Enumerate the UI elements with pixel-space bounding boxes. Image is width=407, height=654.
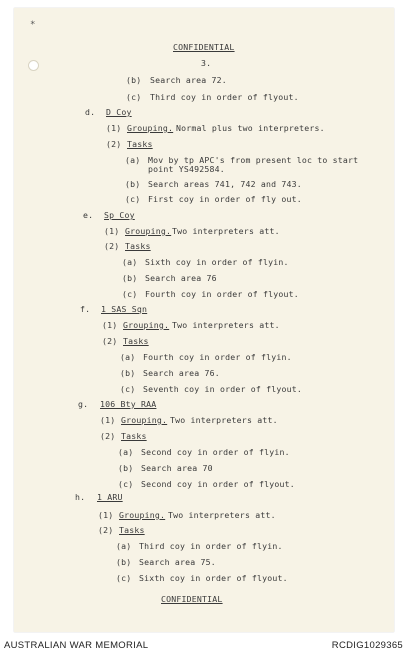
item-text: Sixth coy in order of flyout.: [139, 573, 288, 583]
item-marker: (c): [125, 194, 141, 204]
item-marker: (b): [118, 463, 134, 473]
subsection-text: Two interpreters att.: [168, 510, 276, 520]
section-marker: e.: [83, 210, 94, 220]
item-text: Third coy in order of flyout.: [150, 92, 299, 102]
item-marker: (b): [126, 75, 142, 85]
item-marker: (c): [120, 384, 136, 394]
item-text: Mov by tp APC's from present loc to start: [148, 155, 359, 165]
subsection-heading: Tasks: [127, 139, 153, 149]
subsection-marker: (1): [104, 226, 120, 236]
item-text: Third coy in order of flyin.: [139, 541, 283, 551]
subsection-heading: Grouping.: [125, 226, 172, 236]
item-text: Search areas 741, 742 and 743.: [148, 179, 302, 189]
archive-id: RCDIG1029365: [331, 640, 403, 651]
item-text: point YS492584.: [148, 164, 225, 174]
margin-mark: *: [30, 20, 36, 30]
punch-hole: [28, 60, 39, 71]
subsection-marker: (2): [100, 431, 116, 441]
item-marker: (a): [120, 352, 136, 362]
section-heading: Sp Coy: [104, 210, 135, 220]
item-marker: (a): [125, 155, 141, 165]
archive-credit: AUSTRALIAN WAR MEMORIAL: [4, 640, 149, 651]
item-marker: (b): [116, 557, 132, 567]
subsection-marker: (2): [102, 336, 118, 346]
item-text: Fourth coy in order of flyout.: [145, 289, 299, 299]
item-text: Search area 76: [145, 273, 217, 283]
subsection-heading: Grouping.: [119, 510, 166, 520]
item-text: Second coy in order of flyout.: [141, 479, 295, 489]
item-marker: (b): [125, 179, 141, 189]
section-marker: d.: [85, 107, 96, 117]
subsection-marker: (2): [106, 139, 122, 149]
section-heading: D Coy: [106, 107, 132, 117]
subsection-heading: Tasks: [123, 336, 149, 346]
item-text: Search area 72.: [150, 75, 227, 85]
subsection-marker: (1): [106, 123, 122, 133]
item-text: Search area 70: [141, 463, 213, 473]
subsection-heading: Grouping.: [123, 320, 170, 330]
subsection-heading: Tasks: [121, 431, 147, 441]
item-text: Search area 75.: [139, 557, 216, 567]
item-text: Sixth coy in order of flyin.: [145, 257, 289, 267]
subsection-marker: (1): [100, 415, 116, 425]
subsection-marker: (1): [102, 320, 118, 330]
subsection-heading: Grouping.: [127, 123, 174, 133]
subsection-marker: (2): [104, 241, 120, 251]
item-text: Second coy in order of flyin.: [141, 447, 290, 457]
subsection-text: Two interpreters att.: [172, 320, 280, 330]
page-number: 3.: [201, 58, 212, 68]
item-marker: (a): [122, 257, 138, 267]
item-marker: (b): [120, 368, 136, 378]
section-heading: 106 Bty RAA: [100, 399, 157, 409]
section-marker: h.: [75, 492, 86, 502]
document-page: [14, 8, 394, 632]
subsection-marker: (2): [98, 525, 114, 535]
item-text: Search area 76.: [143, 368, 220, 378]
item-marker: (c): [116, 573, 132, 583]
item-text: First coy in order of fly out.: [148, 194, 302, 204]
subsection-marker: (1): [98, 510, 114, 520]
section-marker: g.: [78, 399, 89, 409]
subsection-text: Two interpreters att.: [172, 226, 280, 236]
header-classification: CONFIDENTIAL: [173, 42, 235, 52]
item-marker: (a): [118, 447, 134, 457]
subsection-heading: Tasks: [125, 241, 151, 251]
item-marker: (c): [126, 92, 142, 102]
subsection-text: Normal plus two interpreters.: [176, 123, 325, 133]
item-marker: (b): [122, 273, 138, 283]
subsection-heading: Tasks: [119, 525, 145, 535]
item-marker: (c): [118, 479, 134, 489]
subsection-text: Two interpreters att.: [170, 415, 278, 425]
subsection-heading: Grouping.: [121, 415, 168, 425]
section-heading: 1 SAS Sqn: [101, 304, 148, 314]
section-marker: f.: [80, 304, 91, 314]
item-marker: (a): [116, 541, 132, 551]
item-marker: (c): [122, 289, 138, 299]
footer-classification: CONFIDENTIAL: [161, 594, 223, 604]
item-text: Seventh coy in order of flyout.: [143, 384, 303, 394]
section-heading: 1 ARU: [97, 492, 123, 502]
item-text: Fourth coy in order of flyin.: [143, 352, 292, 362]
